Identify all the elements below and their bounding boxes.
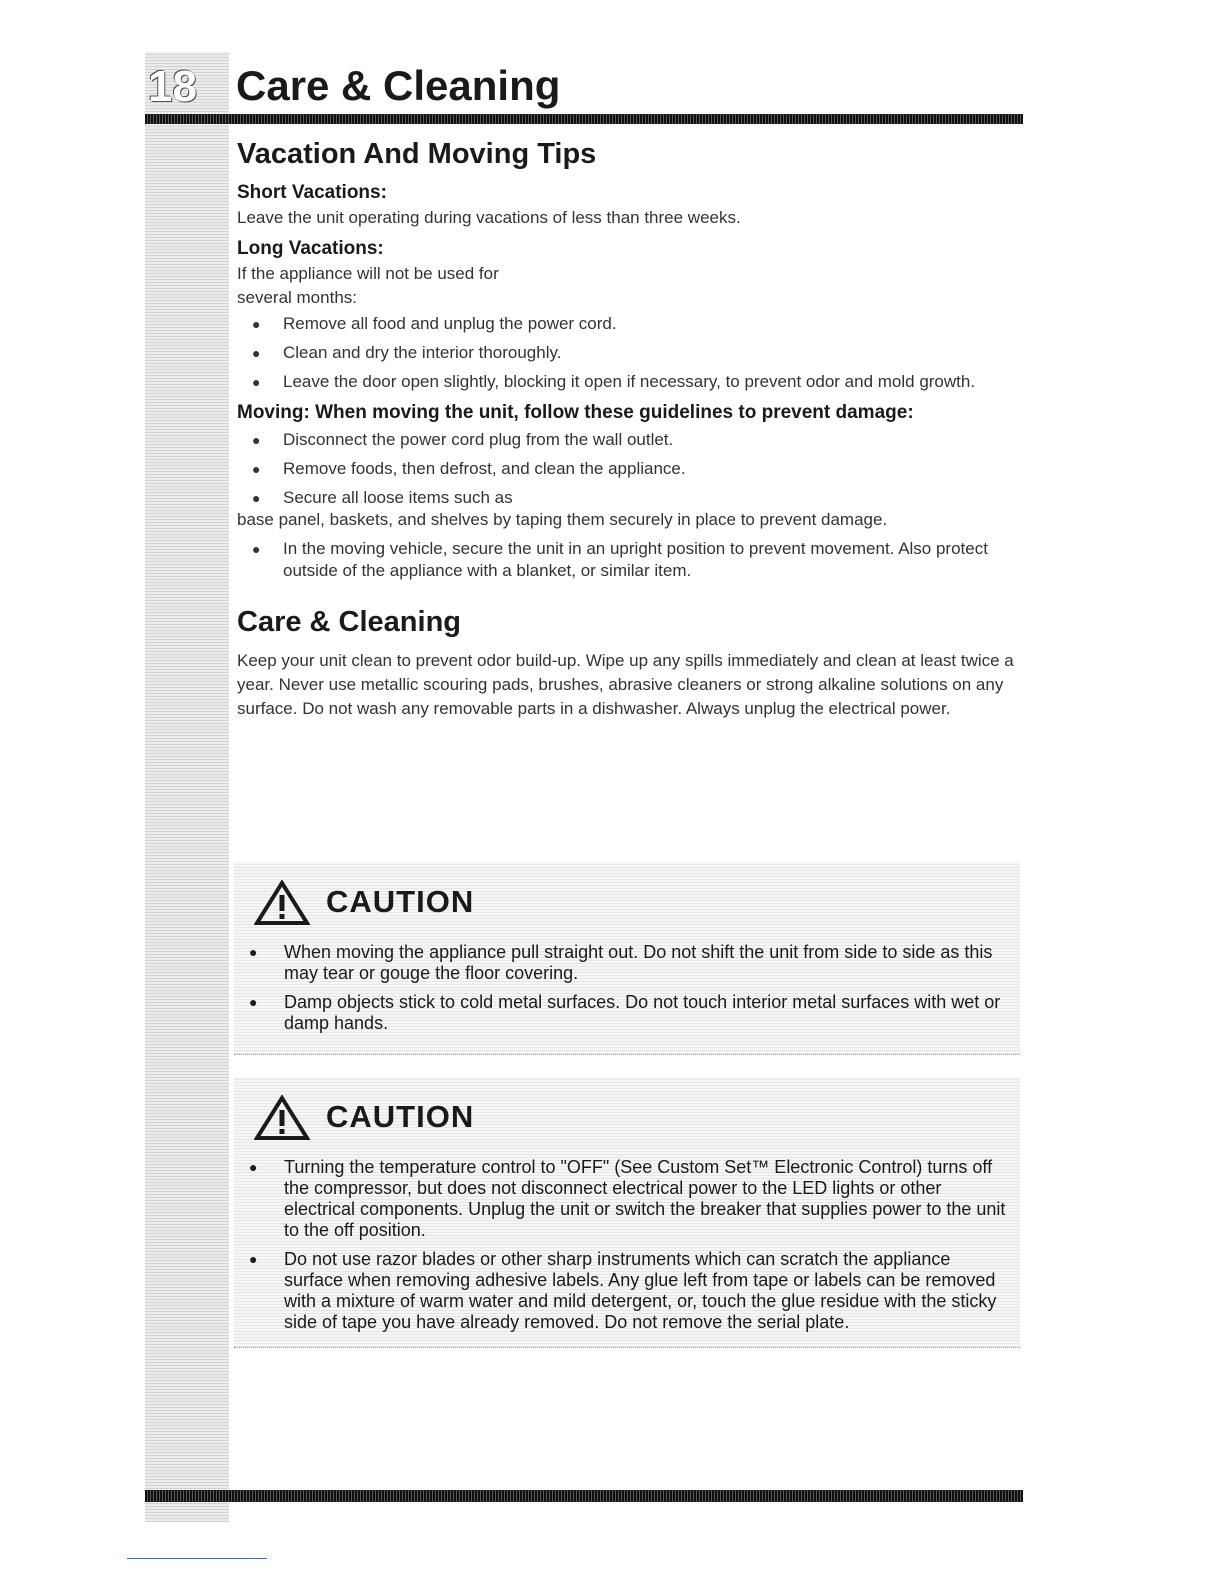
- list-item: ● Secure all loose items such as base panel, baskets, and shelves by taping them securely in place to prevent damage.: [237, 488, 888, 529]
- long-vacations-text-1: If the appliance will not be used for: [237, 264, 499, 283]
- short-vacations-text: Leave the unit operating during vacations of less than three weeks.: [237, 208, 741, 227]
- header-rule: [145, 114, 1023, 124]
- caution-title: CAUTION: [326, 884, 475, 919]
- bullet-icon: ●: [249, 1159, 258, 1175]
- caution-box-1: [234, 862, 1020, 1055]
- list-item: ● Damp objects stick to cold metal surfaces. Do not touch interior metal surfaces with wet or damp hands.: [249, 992, 1001, 1033]
- bullet-icon: ●: [252, 541, 261, 557]
- caution-box-2: [234, 1077, 1020, 1348]
- list-item: ● Leave the door open slightly, blocking it open if necessary, to prevent odor and mold growth.: [252, 372, 976, 391]
- list-item: ● Disconnect the power cord plug from the wall outlet.: [252, 430, 674, 449]
- long-vacations-text-2: several months:: [237, 288, 357, 307]
- list-item: ● Do not use razor blades or other sharp instruments which can scratch the appliance surface when removing adhesive labels. Any glue left from tape or labels can be removed with a mixture of warm water and mild detergent, or, touch the glue residue with the sticky side of tape you have already removed. Do not remove the serial plate.: [249, 1249, 997, 1332]
- bullet-icon: ●: [252, 432, 261, 448]
- bullet-icon: ●: [249, 944, 258, 960]
- section-title-vacation: Vacation And Moving Tips: [237, 138, 597, 170]
- moving-list: [237, 429, 1017, 582]
- page-title: Care & Cleaning: [236, 62, 561, 109]
- divider: [127, 1558, 267, 1559]
- bullet-icon: ●: [249, 1251, 258, 1267]
- list-item: ● Clean and dry the interior thoroughly.: [252, 343, 562, 362]
- warning-triangle-icon: [254, 880, 310, 926]
- caution-list: [234, 1157, 1010, 1341]
- bullet-icon: ●: [252, 345, 261, 361]
- bullet-icon: ●: [252, 374, 261, 390]
- caution-title: CAUTION: [326, 1099, 475, 1134]
- long-vacations-list: [237, 313, 1017, 393]
- bullet-icon: ●: [252, 461, 261, 477]
- list-item: ● In the moving vehicle, secure the unit in an upright position to prevent movement. Also protect outside of the appliance with a blanket, or similar item.: [252, 539, 988, 580]
- list-item: ● When moving the appliance pull straight out. Do not shift the unit from side to side as this may tear or gouge the floor covering.: [249, 942, 993, 983]
- page-number: 18: [148, 62, 197, 111]
- long-vacations-heading: Long Vacations:: [237, 238, 384, 259]
- section-title-care: Care & Cleaning: [237, 606, 461, 638]
- list-item: ● Remove all food and unplug the power cord.: [252, 314, 617, 333]
- footer-rule: [145, 1490, 1023, 1502]
- bullet-icon: ●: [252, 490, 261, 506]
- short-vacations-heading: Short Vacations:: [237, 182, 387, 203]
- list-item: ● Turning the temperature control to "OFF" (See Custom Set™ Electronic Control) turns off the compressor, but does not disconnect electrical power to the LED lights or other electrical components. Unplug the unit or switch the breaker that supplies power to the unit to the off position.: [249, 1157, 1006, 1240]
- list-item: ● Remove foods, then defrost, and clean the appliance.: [252, 459, 686, 478]
- bullet-icon: ●: [249, 994, 258, 1010]
- caution-list: [234, 942, 1010, 1042]
- moving-heading: Moving: When moving the unit, follow these guidelines to prevent damage:: [237, 402, 914, 423]
- main-content: [237, 138, 1017, 723]
- care-paragraph: Keep your unit clean to prevent odor build-up. Wipe up any spills immediately and clean at least twice a year. Never use metallic scouring pads, brushes, abrasive cleaners or strong alkaline solutions on any surface. Do not wash any removable parts in a dishwasher. Always unplug the electrical power.: [237, 651, 1014, 718]
- warning-triangle-icon: [254, 1095, 310, 1141]
- bullet-icon: ●: [252, 316, 261, 332]
- sidebar-stripe: [145, 52, 229, 1522]
